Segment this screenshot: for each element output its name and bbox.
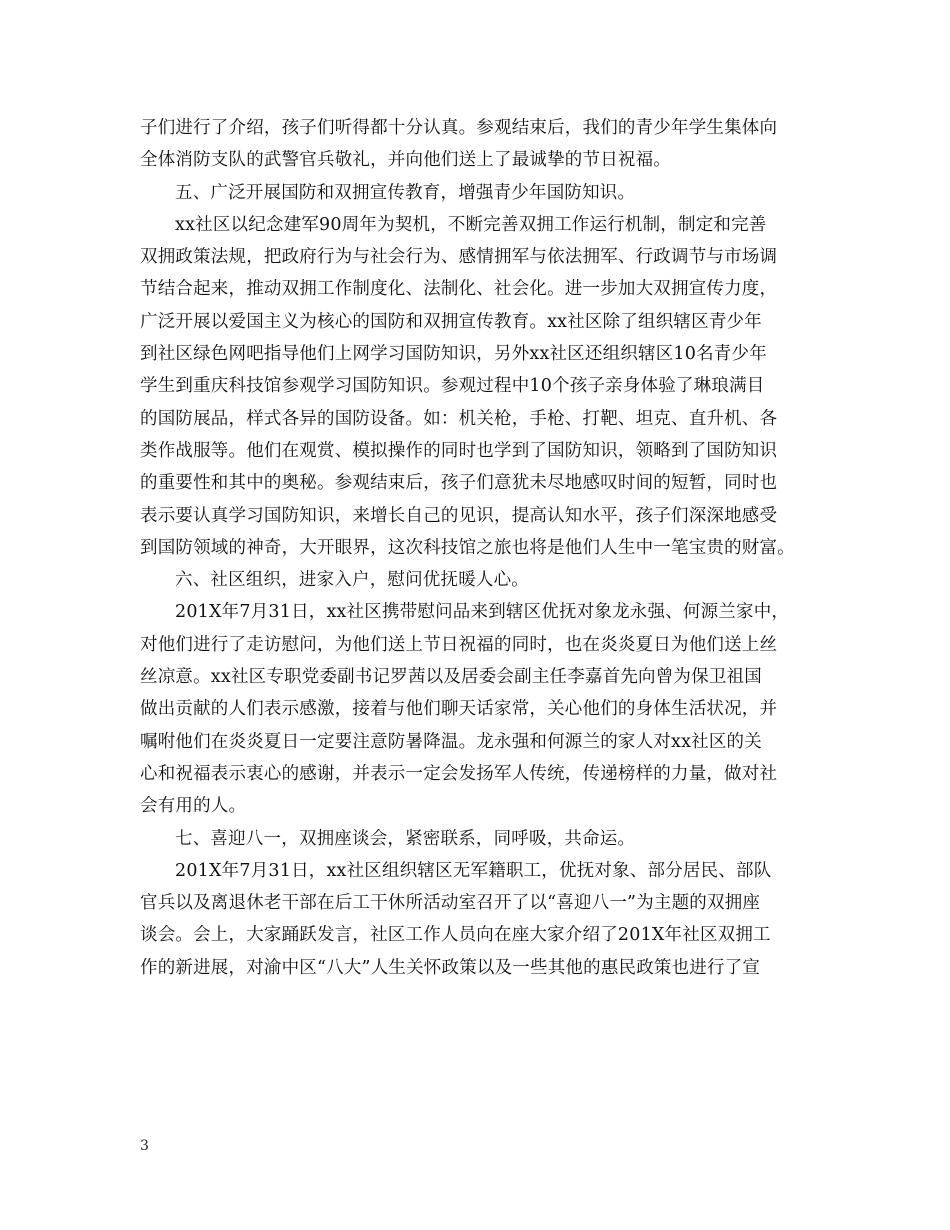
- text-line: 节结合起来，推动双拥工作制度化、法制化、社会化。进一步加大双拥宣传力度，: [140, 279, 778, 300]
- text-line: 会有用的人。: [140, 796, 247, 817]
- text-line: xx社区以纪念建军90周年为契机，不断完善双拥工作运行机制，制定和完善: [175, 214, 767, 235]
- text-line: 到国防领域的神奇，大开眼界，这次科技馆之旅也将是他们人生中一笔宝贵的财富。: [140, 537, 795, 558]
- document-body: [140, 112, 820, 984]
- page-number: 3: [140, 1138, 149, 1154]
- text-line: 子们进行了介绍，孩子们听得都十分认真。参观结束后，我们的青少年学生集体向: [140, 118, 778, 138]
- text-line: 全体消防支队的武警官兵敬礼，并向他们送上了最诚挚的节日祝福。: [140, 150, 671, 171]
- text-line: 类作战服等。他们在观赏、模拟操作的同时也学到了国防知识，领略到了国防知识: [140, 440, 778, 461]
- text-line: 丝凉意。xx社区专职党委副书记罗茜以及居委会副主任李嘉首先向曾为保卫祖国: [140, 667, 762, 688]
- text-line: 到社区绿色网吧指导他们上网学习国防知识，另外xx社区还组织辖区10名青少年: [140, 344, 767, 365]
- text-line: 官兵以及离退休老干部在后工干休所活动室召开了以“喜迎八一”为主题的双拥座: [140, 893, 761, 914]
- text-line: 表示要认真学习国防知识，来增长自己的见识，提高认知水平，孩子们深深地感受: [140, 505, 778, 526]
- text-line: 双拥政策法规，把政府行为与社会行为、感情拥军与依法拥军、行政调节与市场调: [140, 247, 778, 268]
- text-line: 的重要性和其中的奥秘。参观结束后，孩子们意犹未尽地感叹时间的短暂，同时也: [140, 473, 778, 494]
- text-line: 201X年7月31日，xx社区组织辖区无军籍职工，优抚对象、部分居民、部队: [175, 860, 772, 881]
- text-line: 学生到重庆科技馆参观学习国防知识。参观过程中10个孩子亲身体验了琳琅满目: [140, 376, 765, 397]
- text-line: 做出贡献的人们表示感激，接着与他们聊天话家常，关心他们的身体生活状况，并: [140, 699, 778, 720]
- text-line: 的国防展品，样式各异的国防设备。如：机关枪，手枪、打靶、坦克、直升机、各: [140, 408, 778, 429]
- text-line: 心和祝福表示衷心的感谢，并表示一定会发扬军人传统，传递榜样的力量，做对社: [140, 763, 778, 784]
- section-heading: 六、社区组织，进家入户，慰问优抚暖人心。: [175, 570, 529, 591]
- text-line: 广泛开展以爱国主义为核心的国防和双拥宣传教育。xx社区除了组织辖区青少年: [140, 311, 762, 332]
- section-heading: 七、喜迎八一，双拥座谈会，紧密联系，同呼吸，共命运。: [175, 828, 636, 849]
- text-line: 对他们进行了走访慰问，为他们送上节日祝福的同时，也在炎炎夏日为他们送上丝: [140, 634, 778, 655]
- text-line: 作的新进展，对渝中区“八大”人生关怀政策以及一些其他的惠民政策也进行了宣: [140, 957, 761, 978]
- text-line: 201X年7月31日，xx社区携带慰问品来到辖区优抚对象龙永强、何源兰家中，: [175, 602, 790, 623]
- section-heading: 五、广泛开展国防和双拥宣传教育，增强青少年国防知识。: [175, 182, 636, 203]
- text-line: 谈会。会上，大家踊跃发言，社区工作人员向在座大家介绍了201X年社区双拥工: [140, 925, 771, 946]
- text-line: 嘱咐他们在炎炎夏日一定要注意防暑降温。龙永强和何源兰的家人对xx社区的关: [140, 731, 762, 752]
